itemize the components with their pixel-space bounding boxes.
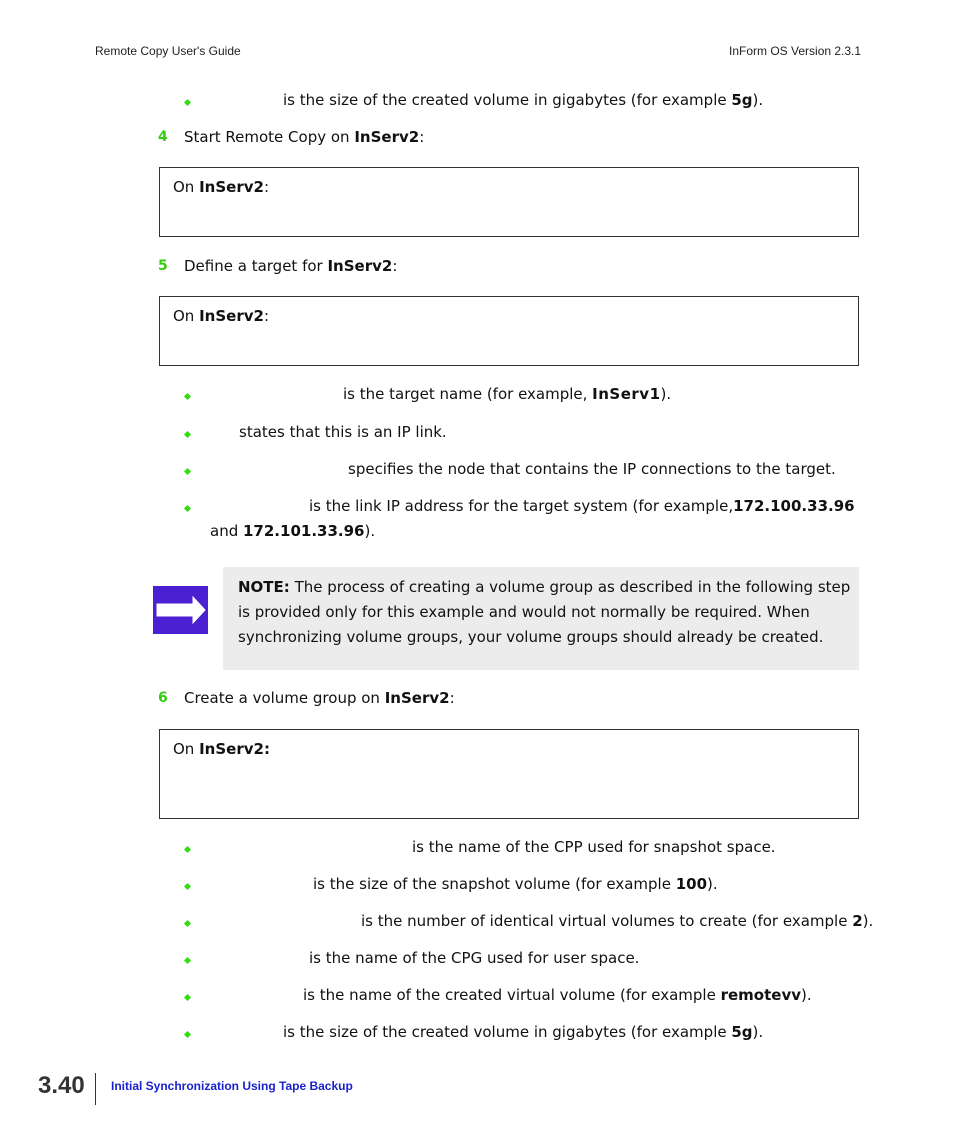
bullet-item-cpg: is the name of the CPG used for user space. xyxy=(309,949,640,967)
bullet-icon xyxy=(184,505,191,512)
bullet-icon xyxy=(184,883,191,890)
bullet-icon xyxy=(184,957,191,964)
running-header-left: Remote Copy User's Guide xyxy=(95,44,241,58)
footer-section-title: Initial Synchronization Using Tape Backup xyxy=(111,1079,353,1093)
bullet-icon xyxy=(184,994,191,1001)
page-number: 3.40 xyxy=(38,1072,85,1099)
bullet-item-volume-size: is the size of the created volume in gigabytes (for example 5g). xyxy=(283,91,764,109)
step-text: Define a target for InServ2: xyxy=(184,257,398,275)
bullet-icon xyxy=(184,846,191,853)
step-number: 6 xyxy=(158,690,168,706)
step-number: 4 xyxy=(158,129,168,145)
bullet-item-volume-size: is the size of the created volume in gigabytes (for example 5g). xyxy=(283,1023,764,1041)
bullet-item-link-ip: is the link IP address for the target system (for example,172.100.33.96 xyxy=(309,497,855,515)
code-box-step4 xyxy=(159,167,859,237)
note-line-1: NOTE: The process of creating a volume group as described in the following step xyxy=(238,578,851,596)
bullet-item-vv-name: is the name of the created virtual volume (for example remotevv). xyxy=(303,986,812,1004)
footer-divider xyxy=(95,1073,96,1105)
code-box-label: On InServ2: xyxy=(173,307,270,325)
bullet-item-ip-link: states that this is an IP link. xyxy=(239,423,447,441)
code-box-label: On InServ2: xyxy=(173,740,270,758)
note-line-3: synchronizing volume groups, your volume groups should already be created. xyxy=(238,628,824,646)
bullet-item-link-ip-cont: and 172.101.33.96). xyxy=(210,522,376,540)
note-box xyxy=(223,567,859,670)
bullet-item-count: is the number of identical virtual volumes to create (for example 2). xyxy=(361,912,874,930)
code-box-label: On InServ2: xyxy=(173,178,270,196)
bullet-icon xyxy=(184,393,191,400)
step-text: Create a volume group on InServ2: xyxy=(184,689,455,707)
code-box-step6 xyxy=(159,729,859,819)
bullet-icon xyxy=(184,468,191,475)
bullet-item-cpp: is the name of the CPP used for snapshot space. xyxy=(412,838,776,856)
bullet-icon xyxy=(184,99,191,106)
step-text: Start Remote Copy on InServ2: xyxy=(184,128,425,146)
bullet-item-snapshot-size: is the size of the snapshot volume (for example 100). xyxy=(313,875,718,893)
bullet-item-target-name: is the target name (for example, InServ1). xyxy=(343,385,672,403)
note-line-2: is provided only for this example and would not normally be required. When xyxy=(238,603,810,621)
note-arrow-icon xyxy=(153,586,208,634)
bullet-icon xyxy=(184,431,191,438)
bullet-icon xyxy=(184,1031,191,1038)
step-number: 5 xyxy=(158,258,168,274)
code-box-step5 xyxy=(159,296,859,366)
bullet-icon xyxy=(184,920,191,927)
running-header-right: InForm OS Version 2.3.1 xyxy=(729,44,862,58)
bullet-item-node: specifies the node that contains the IP connections to the target. xyxy=(348,460,836,478)
